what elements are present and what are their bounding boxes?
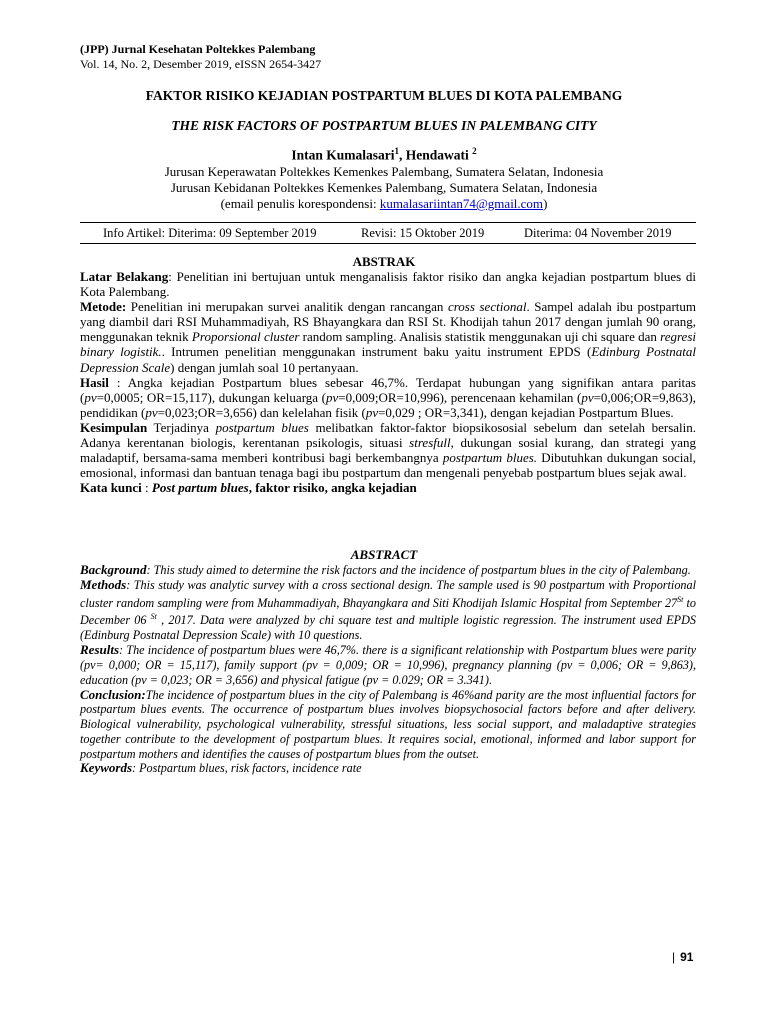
- section-label: Kata kunci: [80, 480, 142, 496]
- section-label: Conclusion:: [80, 686, 146, 702]
- keyword-run: , faktor risiko, angka kejadian: [248, 480, 417, 496]
- text-run: =0,009;OR=10,996), perencenaan kehamilan (: [338, 389, 582, 405]
- text-run: , dukungan sosial kurang, dan strategi yang maladaptif, bersama-sama memberi kontribusi bagi berkembangnya: [80, 435, 696, 466]
- text-run: Penelitian ini merupakan survei analitik dengan rancangan: [126, 299, 448, 315]
- text-run: Terjadinya: [147, 419, 216, 435]
- text-run: . Sampel adalah ibu postpartum yang diambil dari RSI Muhammadiyah, RS Bhayangkara dan RSI St. Khodijah tahun 2017 dengan jumlah 90 orang, menggunakan teknik: [80, 299, 696, 345]
- correspondence-email-line: [0, 196, 768, 212]
- author-separator: ,: [399, 147, 406, 163]
- journal-name: (JPP) Jurnal Kesehatan Poltekkes Palembang: [80, 42, 316, 56]
- italic-run: cross sectional: [447, 299, 527, 315]
- abstrak-kata-kunci: [80, 480, 696, 495]
- ordinal-superscript: St: [150, 612, 157, 622]
- section-label: Methods: [80, 576, 127, 592]
- section-label: Hasil: [80, 374, 109, 390]
- text-run: , 2017. Data were analyzed by chi square test and multiple logistic regression. The instrument used EPDS (Edinburg Postnatal Depression Scale) with 10 questions.: [80, 613, 696, 643]
- italic-run: Proporsional cluster: [191, 329, 300, 345]
- author-name: Hendawati: [405, 147, 469, 163]
- text-run: =0,006;OR=9,863), pendidikan (: [80, 389, 697, 420]
- page-number: [672, 950, 693, 964]
- title-indonesian: FAKTOR RISIKO KEJADIAN POSTPARTUM BLUES DI KOTA PALEMBANG: [145, 88, 623, 103]
- article-info-bar: [80, 222, 696, 244]
- email-suffix: ): [543, 196, 548, 211]
- italic-run: pv: [84, 389, 97, 405]
- abstract-heading: ABSTRACT: [350, 547, 418, 562]
- text-run: :: [141, 480, 152, 496]
- abstrak-hasil: [80, 375, 696, 420]
- abstrak-metode: [80, 299, 696, 374]
- abstrak-latar-belakang: [80, 269, 696, 299]
- text-run: Dibutuhkan dukungan social, emosional, informasi dan bantuan tenaga bagi ibu postpartum dan mengenali penyebab postpartum blues sejak awal.: [80, 450, 696, 481]
- italic-run: regresi binary logistik.: [80, 329, 696, 360]
- affiliation-line: Jurusan Kebidanan Poltekkes Kemenkes Palembang, Sumatera Selatan, Indonesia: [170, 180, 598, 195]
- abstract-body: [80, 563, 696, 776]
- date-received: Info Artikel: Diterima: 09 September 2019: [103, 226, 317, 240]
- abstract-background: [80, 563, 696, 578]
- text-run: =0,023;OR=3,656) dan kelelahan fisik (: [157, 404, 366, 420]
- abstract-results: [80, 643, 696, 687]
- section-text: : This study aimed to determine the risk factors and the incidence of postpartum blues in the city of Palembang.: [146, 563, 691, 577]
- italic-run: pv: [581, 389, 594, 405]
- abstract-keywords: [80, 761, 696, 776]
- text-run: =0,029 ; OR=3,341), dengan kejadian Postpartum Blues.: [378, 404, 674, 420]
- text-run: random sampling. Analisis statistik menggunakan uji chi square dan: [299, 329, 661, 345]
- section-label: Keywords: [80, 760, 132, 776]
- section-label: Latar Belakang: [80, 269, 169, 284]
- text-run: ) dengan jumlah soal 10 pertanyaan.: [170, 359, 359, 375]
- section-label: Results: [80, 642, 120, 658]
- journal-volume: Vol. 14, No. 2, Desember 2019, eISSN 2654-3427: [80, 57, 322, 71]
- text-run: melibatkan faktor-faktor biopsikososial sebelum dan setelah bersalin. Adanya kerentanan biologis, kerentanan psikologis, situasi: [80, 419, 697, 451]
- affiliations: [0, 164, 768, 212]
- abstrak-heading: ABSTRAK: [352, 254, 416, 269]
- journal-header: [80, 42, 321, 72]
- page-number-value: 91: [680, 950, 694, 964]
- section-label: Background: [80, 562, 147, 577]
- text-run: . Intrumen penelitian menggunakan instrument baku yaitu instrument EPDS (: [161, 344, 592, 360]
- author-name: Intan Kumalasari: [291, 147, 395, 163]
- page-number-separator: |: [672, 950, 676, 964]
- section-text: : Penelitian ini bertujuan untuk menganalisis faktor risiko dan angka kejadian postpartum blues di Kota Palembang.: [80, 269, 696, 300]
- italic-run: postpartum blues: [215, 419, 309, 435]
- abstract-conclusion: [80, 688, 696, 762]
- section-label: Kesimpulan: [80, 419, 148, 435]
- ordinal-superscript: St: [677, 594, 684, 604]
- email-prefix: (email penulis korespondensi:: [220, 196, 380, 211]
- section-text: The incidence of postpartum blues in the city of Palembang is 46%and parity are the most influential factors for postpartum blues events. The occurrence of postpartum blues involves biopsychosocial factors before and after delivery. Biological vulnerability, psychological vulnerability, stressful situations, less social support, and maladaptive strategies together contribute to the development of postpartum blues. It requires social, emotional, informed and labor support for postpartum mothers and identifies the causes of postpartum blues from the outset.: [80, 687, 696, 761]
- abstrak-kesimpulan: [80, 420, 696, 480]
- italic-run: Edinburg Postnatal Depression Scale: [80, 344, 696, 375]
- text-run: : Angka kejadian Postpartum blues sebesar 46,7%. Terdapat hubungan yang signifikan antara paritas (: [80, 374, 696, 405]
- section-text: : Postpartum blues, risk factors, incidence rate: [132, 761, 362, 776]
- text-run: : This study was analytic survey with a cross sectional design. The sample used is 90 postpartum with Proportional cluster random sampling were from Muhammadiyah, Bhayangkara and Siti Khodijah Islamic Hospital from September 27: [80, 577, 696, 610]
- italic-run: postpartum blues.: [442, 450, 538, 466]
- date-accepted: Diterima: 04 November 2019: [524, 226, 672, 240]
- email-link[interactable]: kumalasariintan74@gmail.com: [379, 196, 544, 211]
- italic-run: pv: [365, 404, 379, 420]
- text-run: to December 06: [80, 595, 696, 628]
- author-list: [0, 146, 768, 164]
- date-revised: Revisi: 15 Oktober 2019: [361, 226, 485, 240]
- affiliation-marker: 2: [472, 146, 477, 156]
- italic-run: pv: [325, 389, 339, 405]
- affiliation-line: Jurusan Keperawatan Poltekkes Kemenkes Palembang, Sumatera Selatan, Indonesia: [164, 164, 604, 179]
- text-run: =0,0005; OR=15,117), dukungan keluarga (: [96, 389, 326, 405]
- italic-run: pv: [145, 404, 158, 420]
- section-label: Metode:: [80, 299, 127, 315]
- section-text: : The incidence of postpartum blues were 46,7%. there is a significant relationship with Postpartum blues were parity (pv= 0,000; OR = 15,117), family support (pv = 0,009; OR = 10,996), pregnancy planning (pv = 0,006; OR = 9,863), education (pv = 0,023; OR = 3,656) and physical fatigue (pv = 0.029; OR = 3.341).: [80, 643, 696, 687]
- title-english: THE RISK FACTORS OF POSTPARTUM BLUES IN PALEMBANG CITY: [171, 118, 597, 133]
- affiliation-marker: 1: [394, 146, 399, 156]
- keyword-run: Post partum blues: [151, 480, 249, 496]
- abstract-methods: [80, 578, 696, 643]
- abstrak-body: [80, 269, 696, 495]
- italic-run: stresfull: [409, 435, 451, 451]
